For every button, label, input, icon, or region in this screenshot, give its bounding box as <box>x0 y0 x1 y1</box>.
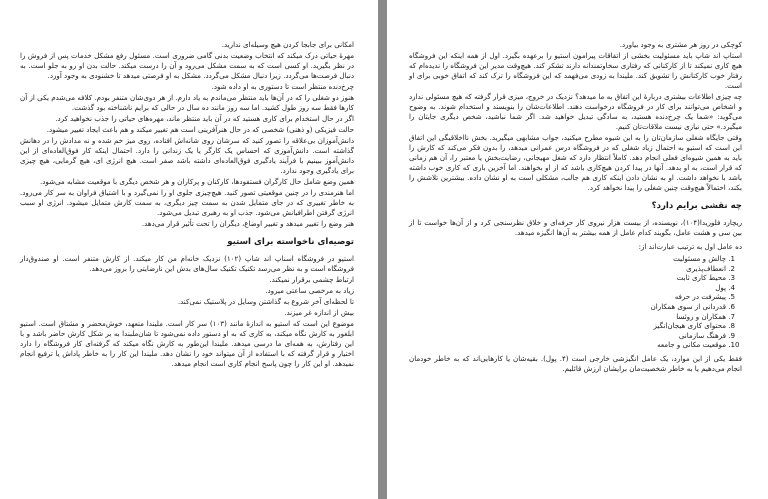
document-page-left <box>0 0 378 499</box>
list-item: 4. پول <box>409 283 726 293</box>
paragraph: هنوز دو شغلی را که در آن‌ها باید منتظر می‌ماندم به یاد دارم. از هر دوی‌شان متنفر بودم. کلافه می‌شدم یکی از آن کارها فقط سه روز طول کشید. اما سه روز مانند ده سال در حالی که برایم ناشناخته بود گذشت. <box>20 93 354 112</box>
paragraph: ریچارد فلوریدا(۱۰۴)، نویسنده، از بیست هزار نیروی کار حرفه‌ای و خلاق نظرسنجی کرد و از آن‌ها خواست تا از بین سی و هشت عامل، بگویند کدام عامل از همه بیشتر به آن‌ها انگیزه میدهد. <box>409 218 742 237</box>
paragraph: اما هنرمندی را در چنین موقعیتی تصور کنید. هیچ‌چیزی جلوی او را نمی‌گیرد و با اشتیاق فراوان به سر کار می‌رود. به خاطر تغییری که در جای متمایل شدن به سمت چیز دیگری، به سمت کارش متمایل میشود. انرژی او سبب انرژی گرفتن اطرافیانش می‌شود. جذب او به رهبری تبدیل می‌شود. <box>20 188 354 217</box>
paragraph: ده عامل اول به ترتیب عبارت‌اند از: <box>638 242 742 251</box>
list-item: 10. موقعیت مکانی و جامعه <box>409 340 726 350</box>
paragraph: امکانی برای جابجا کردن هیچ وسیله‌ای ندارید. <box>221 40 354 49</box>
paragraph: حالت فیزیکی (و ذهنی) شخصی که در حال هنرآفرینی است هم تغییر میکند و هم باعث ایجاد تغییر میشود. <box>46 125 354 134</box>
list-item: 7. همکاران و روئسا <box>409 312 726 322</box>
paragraph: دانش‌آموزان بی‌علاقه را تصور کنید که سرشان روی شانه‌اش افتاده، روی میز خم شده و نه مدادش را در دهانش گذاشته است. دانش‌آموزی که احساس یک کارگر یا یک زندانی را دارد. احتمال اینکه کار فوق‌العاده‌ای از این دانش‌آموز ببینیم با فرآیند یادگیری فوق‌العاده‌ای داشته باشد صفر است. هیچ انرژی ای، هیچ گرمایی، هیچ چیزی برای یادگیری وجود ندارد. <box>20 136 354 175</box>
list-item: 6. قدردانی از سوی همکاران <box>409 302 726 312</box>
paragraph: هنر وضع را تغییر میدهد و تغییر اوضاع، دیگران را تحت تأثیر قرار می‌دهد. <box>141 219 354 228</box>
paragraph: چرخ‌دنده منتظر است تا دستوری به او داده شود. <box>211 82 354 91</box>
paragraph: مهرهٔ حیاتی درک میکند که انتخاب وضعیت بدنی گامی ضروری است. مسئول رفع مشکل خدمات پس از فروش را در نظر بگیرید. او کسی است که به سمت مشکل می‌رود و آن را درست میکند. حالت بدن او رو به جلو است. به دنبال فرصت‌ها می‌گردد. زیرا دنبال مشکل می‌گردد. مشکل به او فرصتی میدهد تا خشنودی به وجود آورد. <box>20 51 354 80</box>
paragraph: فقط یکی از این موارد، یک عامل انگیزشی خارجی است (۴. پول). بقیه‌شان یا کارهایی‌اند که به خاطر خودمان انجام می‌دهیم یا به خاطر شخصیت‌مان برایشان ارزش قائلیم. <box>409 353 742 373</box>
paragraph: بیش از اندازه غر میزند. <box>284 308 354 317</box>
list-item: 1. چالش و مسئولیت <box>409 254 726 264</box>
list-item: 8. محتوای کاری هیجان‌انگیز <box>409 321 726 331</box>
document-page-right <box>387 0 768 499</box>
list-item: 3. محیط کاری ثابت <box>409 273 726 283</box>
section-heading: چه نقشی برایم دارد؟ <box>651 201 742 211</box>
paragraph: ارتباط چشمی برقرار نمیکند. <box>269 275 354 284</box>
section-heading: توصیه‌ای ناخواسته برای استیو <box>227 237 354 247</box>
paragraph: چه چیزی اطلاعات بیشتری دربارهٔ این اتفاق به ما میدهد؟ نزدیک در خروج، میزی قرار گرفته که هیچ مسئولی ندارد و اشخاص می‌توانند برای کار در فروشگاه درخواست دهند. اطلاعات‌شان را بنویسند و استخدام شوند. به وضوح می‌گوید: «شما یک چرخ‌دنده هستید، به سادگی تبدیل خواهید شد. اگر شما نباشید، شخص دیگری جایتان را میگیرد.» حتی نیازی نیست ملاقات‌تان کنیم. <box>409 92 742 131</box>
list-item: 5. پیشرفت در حرفه <box>409 292 726 302</box>
list-item: 2. انعطاف‌پذیری <box>409 264 726 274</box>
paragraph: اگر در حال استخدام برای کاری هستید که در آن باید منتظر ماند، مهره‌های حیاتی را جذب نخواهید کرد. <box>55 114 354 123</box>
paragraph: موضوع این است که استیو به اندازهٔ مانند (۱۰۳) سر کار است. ملیندا متعهد، خوش‌محضر و مشتاق است. استیو ابلغور به کارش نگاه میکند، به کاری که به او دستور داده نمی‌شود تا شان‌ملبندا به بر شکل کارش حاضر باشد و با این رفتارش، به همه‌ای ما درسی میدهد. ملیندا این‌طور به کارش نگاه میکند که گرفته‌ای کار فروشگاه را دارد اختیار و قرار گرفته که با استفاده از آن میتواند خود را نشان دهد. ملیندا این کار را به خاطر پاداش یا ترفیع انجام نمیدهد. او این کار را چون پاسخ انجام کاری است انجام میدهد. <box>20 319 354 368</box>
paragraph: کوچکی در روز هر مشتری به وجود بیاورد. <box>619 40 742 49</box>
list-item: 9. فرهنگ سازمانی <box>409 331 726 341</box>
paragraph: وقتی جایگاه شغلی سازمان‌تان را به این شیوه مطرح میکنید، جواب مشابهی میگیرید. بخش نااخلاقیگی این اتفاق این است که استیو به احتمال زیاد شغلی که در فروشگاه درس عمرانی میدهد، را بدون فکر می‌کند که کارش را باید به همین شیوه‌ای فعلی انجام دهد. کاملاً انتظار دارد که شغل مهیجانی، رضایت‌بخش یا معتبر را، آن هم زمانی که قرار است، به او بدهد. آنها در پیدا کردن هیچ‌کاری باشد که از او بخواهند. اما آخرین باری که کاری خوب داشته باشد با نخواهد داشت. او به نشان دادن اینکه کاری هم جالب، مشکلی است به او نشان داده. بیشترین تلاشش را بکند، احتمالاً هیچ‌وقت چنین شغلی را پیدا نخواهد کرد. <box>409 133 742 192</box>
paragraph: زیاد به مرخصی ساعتی میرود. <box>265 286 354 295</box>
paragraph: همین وضع شامل حال کارگران فستفودها، کارکنان و پرکاران و هر شخص دیگری با موقعیت مشابه می‌شود. <box>39 177 354 186</box>
paragraph: استاپ اند شاپ باید مسئولیت بخشی از اتفاقات پیرامون استیو را برعهده بگیرد. اول از همه اینکه این فروشگاه هیچ کاری نمیکند تا از کارکنانی که رفتاری سخاوتمندانه دارند تشکر کند. هیچ‌وقت مدیر این فروشگاه را ندیده‌ام که رفتار خوب کارکنانش را تشویق کند. ملیندا به زودی می‌فهمد که این فروشگاه را ترک کند که اتفاق خوبی برای او است. <box>409 51 742 90</box>
motivation-list <box>409 254 742 350</box>
paragraph: تا لحظه‌ای آخر شروع به گذاشتن وسایل در پلاستیک نمی‌کند. <box>177 297 354 306</box>
paragraph: استیو در فروشگاه اسناپ اند شاپ (۱۰۲) نزدیک خانه‌ام من کار میکند. از کارش متنفر است. او صندوق‌دار فروشگاه است و به نظر می‌رسد تکنیک تکنیک سال‌های بدش این نارضایتی را بروز می‌دهد. <box>20 254 354 273</box>
